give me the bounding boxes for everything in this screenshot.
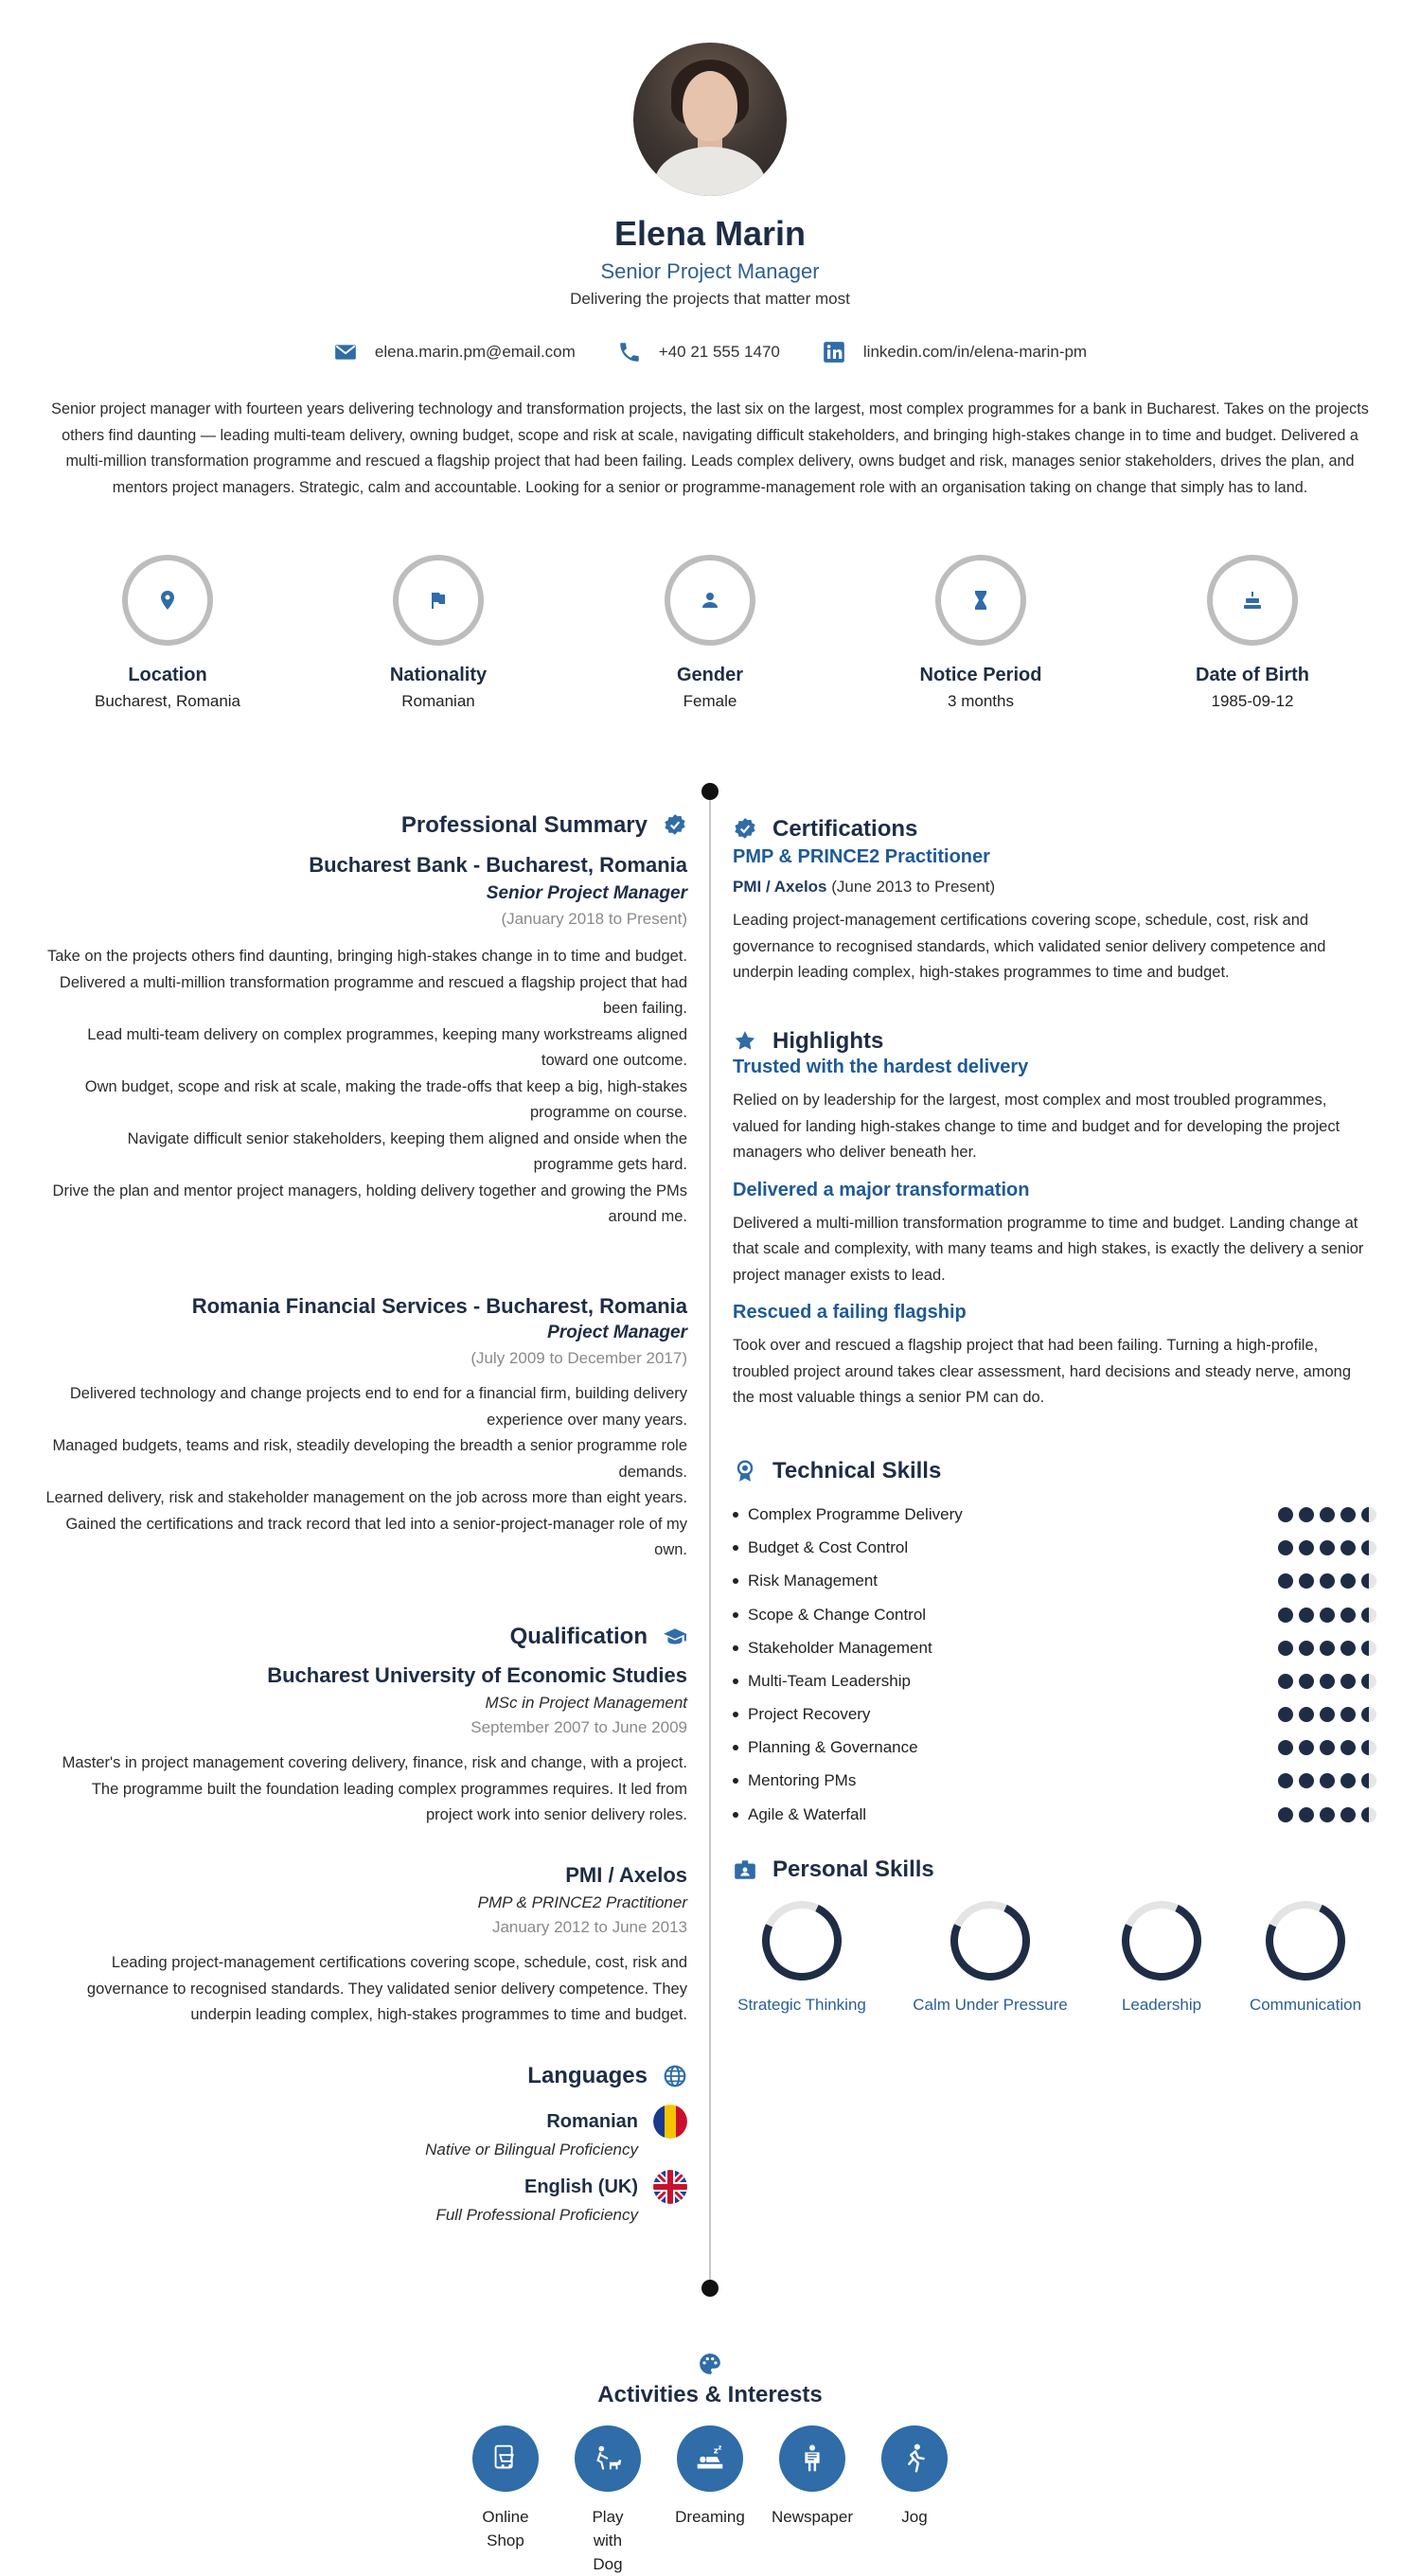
personal-skills-list <box>733 1901 1376 2014</box>
shopping-cart-icon <box>488 2441 524 2477</box>
contact-phone[interactable] <box>617 340 780 364</box>
highlight-text: Took over and rescued a flagship project that had been failing. Turning a high-profile, troubled project around takes clear assessment, hard decisions and steady nerve, among the most valuable things a senior PM can do. <box>733 1337 1352 1406</box>
candidate-name: Elena Marin <box>613 214 807 253</box>
personal-skill <box>733 1901 871 2015</box>
skill-row <box>733 1603 1376 1627</box>
skill-rating <box>1278 1773 1376 1788</box>
personal-skill-label: Communication <box>1249 1996 1362 2014</box>
skill-rating <box>1278 1641 1376 1656</box>
avatar <box>633 43 787 196</box>
job-org: Romania Financial Services - Bucharest, Romania <box>191 1294 687 1318</box>
section-title: Personal Skills <box>772 1856 934 1882</box>
fact-label: Location <box>128 665 207 685</box>
running-icon <box>896 2441 932 2477</box>
section-title: Qualification <box>509 1624 648 1649</box>
qualification-dates: September 2007 to June 2009 <box>470 1718 687 1736</box>
language-name: English (UK) <box>524 2176 638 2197</box>
activity-item <box>663 2425 757 2529</box>
skill-rating <box>1278 1740 1376 1755</box>
highlight-title: Delivered a major transformation <box>733 1179 1030 1200</box>
award-ribbon-icon <box>733 1459 757 1483</box>
activity-label: Newspaper <box>772 2508 853 2526</box>
skill-row <box>733 1536 1376 1560</box>
activity-item <box>765 2425 860 2529</box>
job-bullet: Delivered technology and change projects end to end for a financial firm, building delivery experience over many years. <box>69 1385 687 1429</box>
contact-linkedin[interactable] <box>822 340 1087 364</box>
certifications-section <box>733 816 1376 986</box>
cake-icon <box>1241 589 1264 612</box>
qualification-degree: PMP & PRINCE2 Practitioner <box>477 1893 687 1911</box>
activities-title: Activities & Interests <box>597 2382 823 2407</box>
qualification-text: Master's in project management covering delivery, finance, risk and change, with a project. The programme built the foundation leading complex programmes requires. It led from project work into senior delivery roles. <box>62 1754 687 1823</box>
qualification-org: Bucharest University of Economic Studies <box>267 1663 687 1687</box>
personal-skills-section <box>733 1856 1376 1883</box>
svg-text:z: z <box>713 2446 719 2457</box>
phone-icon <box>617 340 642 364</box>
map-pin-icon <box>156 589 179 612</box>
skill-name: Mentoring PMs <box>748 1771 857 1789</box>
fact-value: Bucharest, Romania <box>94 692 241 710</box>
job-entry <box>44 853 687 1231</box>
activity-item <box>867 2425 962 2529</box>
skill-name: Planning & Governance <box>748 1738 918 1756</box>
hourglass-icon <box>969 589 992 612</box>
skill-name: Project Recovery <box>748 1705 871 1723</box>
skill-name: Risk Management <box>748 1572 879 1590</box>
skill-name: Scope & Change Control <box>748 1606 927 1624</box>
skill-rating <box>1278 1674 1376 1689</box>
highlights-section <box>733 1028 1376 1412</box>
skill-row <box>733 1502 1376 1527</box>
certification-issuer: PMI / Axelos <box>733 878 827 896</box>
skill-row <box>733 1702 1376 1727</box>
flag-icon <box>427 589 450 612</box>
fact-label: Date of Birth <box>1196 665 1309 685</box>
job-bullet: Gained the certifications and track record that led into a senior-project-manager role of my own. <box>65 1515 687 1558</box>
fact-value: 3 months <box>948 692 1014 710</box>
qualification-entry <box>44 1863 687 2029</box>
certification-title: PMP & PRINCE2 Practitioner <box>733 846 990 867</box>
job-bullet: Drive the plan and mentor project managers, holding delivery together and growing the PMs around me. <box>52 1181 687 1225</box>
dreaming-icon <box>692 2441 728 2477</box>
fact-value: 1985-09-12 <box>1211 692 1294 710</box>
linkedin-icon <box>822 340 846 364</box>
fact-gender <box>596 555 824 711</box>
job-entry <box>44 1294 687 1564</box>
language-name: Romanian <box>546 2110 638 2132</box>
skill-name: Stakeholder Management <box>748 1639 932 1657</box>
star-ribbon-icon <box>733 1029 757 1054</box>
linkedin-text[interactable]: linkedin.com/in/elena-marin-pm <box>862 343 1088 361</box>
section-title: Highlights <box>772 1028 884 1054</box>
technical-skills-list <box>733 1502 1376 1834</box>
professional-summary-section <box>401 812 687 839</box>
skill-row <box>733 1735 1376 1760</box>
technical-skills-section <box>733 1458 1376 1484</box>
language-level: Native or Bilingual Proficiency <box>425 2141 638 2159</box>
certification-dates: (June 2013 to Present) <box>831 878 996 896</box>
personal-skill-label: Leadership <box>1121 1996 1202 2014</box>
qualification-entry <box>44 1663 687 1829</box>
job-role: Project Manager <box>547 1323 687 1342</box>
qualification-section <box>510 1624 687 1650</box>
skill-gauge <box>1110 1890 1213 1992</box>
activity-label: Dreaming <box>675 2508 745 2526</box>
personal-skill-label: Strategic Thinking <box>737 1996 866 2014</box>
tagline: Delivering the projects that matter most <box>570 290 850 308</box>
job-bullet: Navigate difficult senior stakeholders, keeping them aligned and onside when the programme gets hard. <box>127 1129 687 1173</box>
fact-location <box>54 555 281 711</box>
skill-row <box>733 1636 1376 1661</box>
fact-label: Notice Period <box>919 665 1042 685</box>
skill-gauge <box>939 1890 1041 1992</box>
activity-item <box>560 2425 655 2576</box>
highlight-text: Delivered a multi-million transformation programme to time and budget. Landing change at that scale and complexity, with many teams and high stakes, is exactly the delivery a senior project manager exists to lead. <box>733 1214 1364 1284</box>
skill-rating <box>1278 1540 1376 1555</box>
palette-icon <box>698 2352 722 2376</box>
highlight-title: Rescued a failing flagship <box>733 1302 967 1323</box>
skill-row <box>733 1569 1376 1593</box>
section-title: Professional Summary <box>400 812 648 838</box>
activity-item <box>458 2425 553 2552</box>
section-title: Languages <box>527 2063 648 2088</box>
job-bullet: Own budget, scope and risk at scale, making the trade-offs that keep a big, high-stakes programme on course. <box>84 1077 687 1121</box>
graduation-cap-icon <box>663 1625 687 1649</box>
job-bullet: Delivered a multi-million transformation programme and rescued a flagship project that had been failing. <box>59 973 687 1017</box>
certification-text: Leading project-management certifications covering scope, schedule, cost, risk and governance to recognised standards, which validated senior delivery competence and underpin leading complex, high-stakes programmes to time and budget. <box>733 912 1326 981</box>
badge-check-icon <box>733 817 757 842</box>
section-title: Technical Skills <box>772 1458 942 1483</box>
id-badge-icon <box>733 1857 757 1882</box>
qualification-dates: January 2012 to June 2013 <box>491 1918 687 1936</box>
uk-flag-icon <box>653 2170 687 2204</box>
email-text[interactable]: elena.marin.pm@email.com <box>374 343 576 361</box>
job-dates: (January 2018 to Present) <box>501 910 687 928</box>
person-icon <box>699 589 721 612</box>
activity-label: Online Shop <box>482 2508 529 2549</box>
skill-rating <box>1278 1573 1376 1589</box>
job-bullet: Managed budgets, teams and risk, steadily developing the breadth a senior programme role demands. <box>52 1437 687 1481</box>
personal-skill <box>1234 1901 1376 2015</box>
skill-name: Complex Programme Delivery <box>748 1505 963 1523</box>
contact-bar <box>0 340 1420 364</box>
job-bullet: Learned delivery, risk and stakeholder management on the job across more than eight years. <box>45 1489 687 1506</box>
highlight-title: Trusted with the hardest delivery <box>733 1057 1029 1077</box>
newspaper-reader-icon <box>794 2441 830 2477</box>
fact-label: Gender <box>676 665 744 685</box>
personal-skill <box>1100 1901 1223 2015</box>
romania-flag-icon <box>653 2105 687 2139</box>
qualification-text: Leading project-management certifications covering scope, schedule, cost, risk and governance to recognised standards. They validated senior delivery competence. They underpin leading complex, high-stakes programmes to time and budget. <box>86 1954 687 2023</box>
skill-row <box>733 1768 1376 1793</box>
skill-name: Budget & Cost Control <box>748 1538 909 1556</box>
language-entry <box>425 2105 687 2159</box>
job-title: Senior Project Manager <box>600 259 820 283</box>
skill-rating <box>1278 1608 1376 1623</box>
skill-row <box>733 1803 1376 1827</box>
fact-value: Romanian <box>401 692 475 710</box>
highlight-text: Relied on by leadership for the largest, most complex and most troubled programmes, valued for landing high-stakes change to time and budget and for developing the project managers who deliver beneath her. <box>733 1092 1340 1161</box>
skill-rating <box>1278 1807 1376 1822</box>
fact-date-of-birth <box>1139 555 1366 711</box>
section-title: Certifications <box>772 816 918 842</box>
dog-walk-icon <box>590 2441 626 2477</box>
svg-text:z: z <box>718 2443 722 2452</box>
language-level: Full Professional Proficiency <box>435 2206 638 2224</box>
fact-notice-period <box>867 555 1094 711</box>
qualification-org: PMI / Axelos <box>565 1863 687 1887</box>
skill-rating <box>1278 1507 1376 1522</box>
skill-gauge <box>1254 1890 1357 1992</box>
skill-name: Multi-Team Leadership <box>748 1672 911 1690</box>
verified-badge-icon <box>663 813 687 838</box>
skill-gauge <box>751 1890 853 1992</box>
fact-nationality <box>325 555 552 711</box>
qualification-degree: MSc in Project Management <box>485 1694 687 1712</box>
timeline-line <box>709 791 711 2289</box>
skill-row <box>733 1669 1376 1694</box>
activity-label: Jog <box>901 2508 928 2526</box>
job-bullet: Take on the projects others find daunting, bringing high-stakes change in to time and budget. <box>46 948 687 965</box>
contact-email[interactable] <box>333 340 576 364</box>
fact-label: Nationality <box>389 665 488 685</box>
job-dates: (July 2009 to December 2017) <box>470 1349 687 1367</box>
globe-icon <box>663 2064 687 2088</box>
job-org: Bucharest Bank - Bucharest, Romania <box>309 853 687 877</box>
email-icon <box>333 340 358 364</box>
timeline-dot-top <box>701 783 719 800</box>
skill-rating <box>1278 1707 1376 1722</box>
activity-label: Play with Dog <box>592 2508 624 2573</box>
language-entry <box>435 2170 687 2225</box>
personal-skill <box>905 1901 1075 2015</box>
timeline-dot-bottom <box>701 2280 719 2297</box>
phone-text[interactable]: +40 21 555 1470 <box>658 343 780 361</box>
personal-skill-label: Calm Under Pressure <box>913 1996 1068 2014</box>
fact-value: Female <box>683 692 737 710</box>
job-bullet: Lead multi-team delivery on complex programmes, keeping many workstreams aligned toward one outcome. <box>87 1025 687 1069</box>
languages-section <box>527 2063 687 2089</box>
profile-summary: Senior project manager with fourteen years delivering technology and transformation projects, the last six on the largest, most complex programmes for a bank in Bucharest. Takes on the projects others find daunting — leading multi-team delivery, owning budget, scope and risk at scale, navigating difficult stakeholders, and bringing high-stakes change in to time and budget. Delivered a multi-million transformation programme and rescued a flagship project that had been failing. Leads complex delivery, owns budget and risk, manages senior stakeholders, drives the plan, and mentors project managers. Strategic, calm and accountable. Looking for a senior or programme-management role with an organisation taking on change that simply has to land. <box>51 400 1369 496</box>
job-role: Senior Project Manager <box>486 883 687 903</box>
skill-name: Agile & Waterfall <box>748 1805 867 1823</box>
